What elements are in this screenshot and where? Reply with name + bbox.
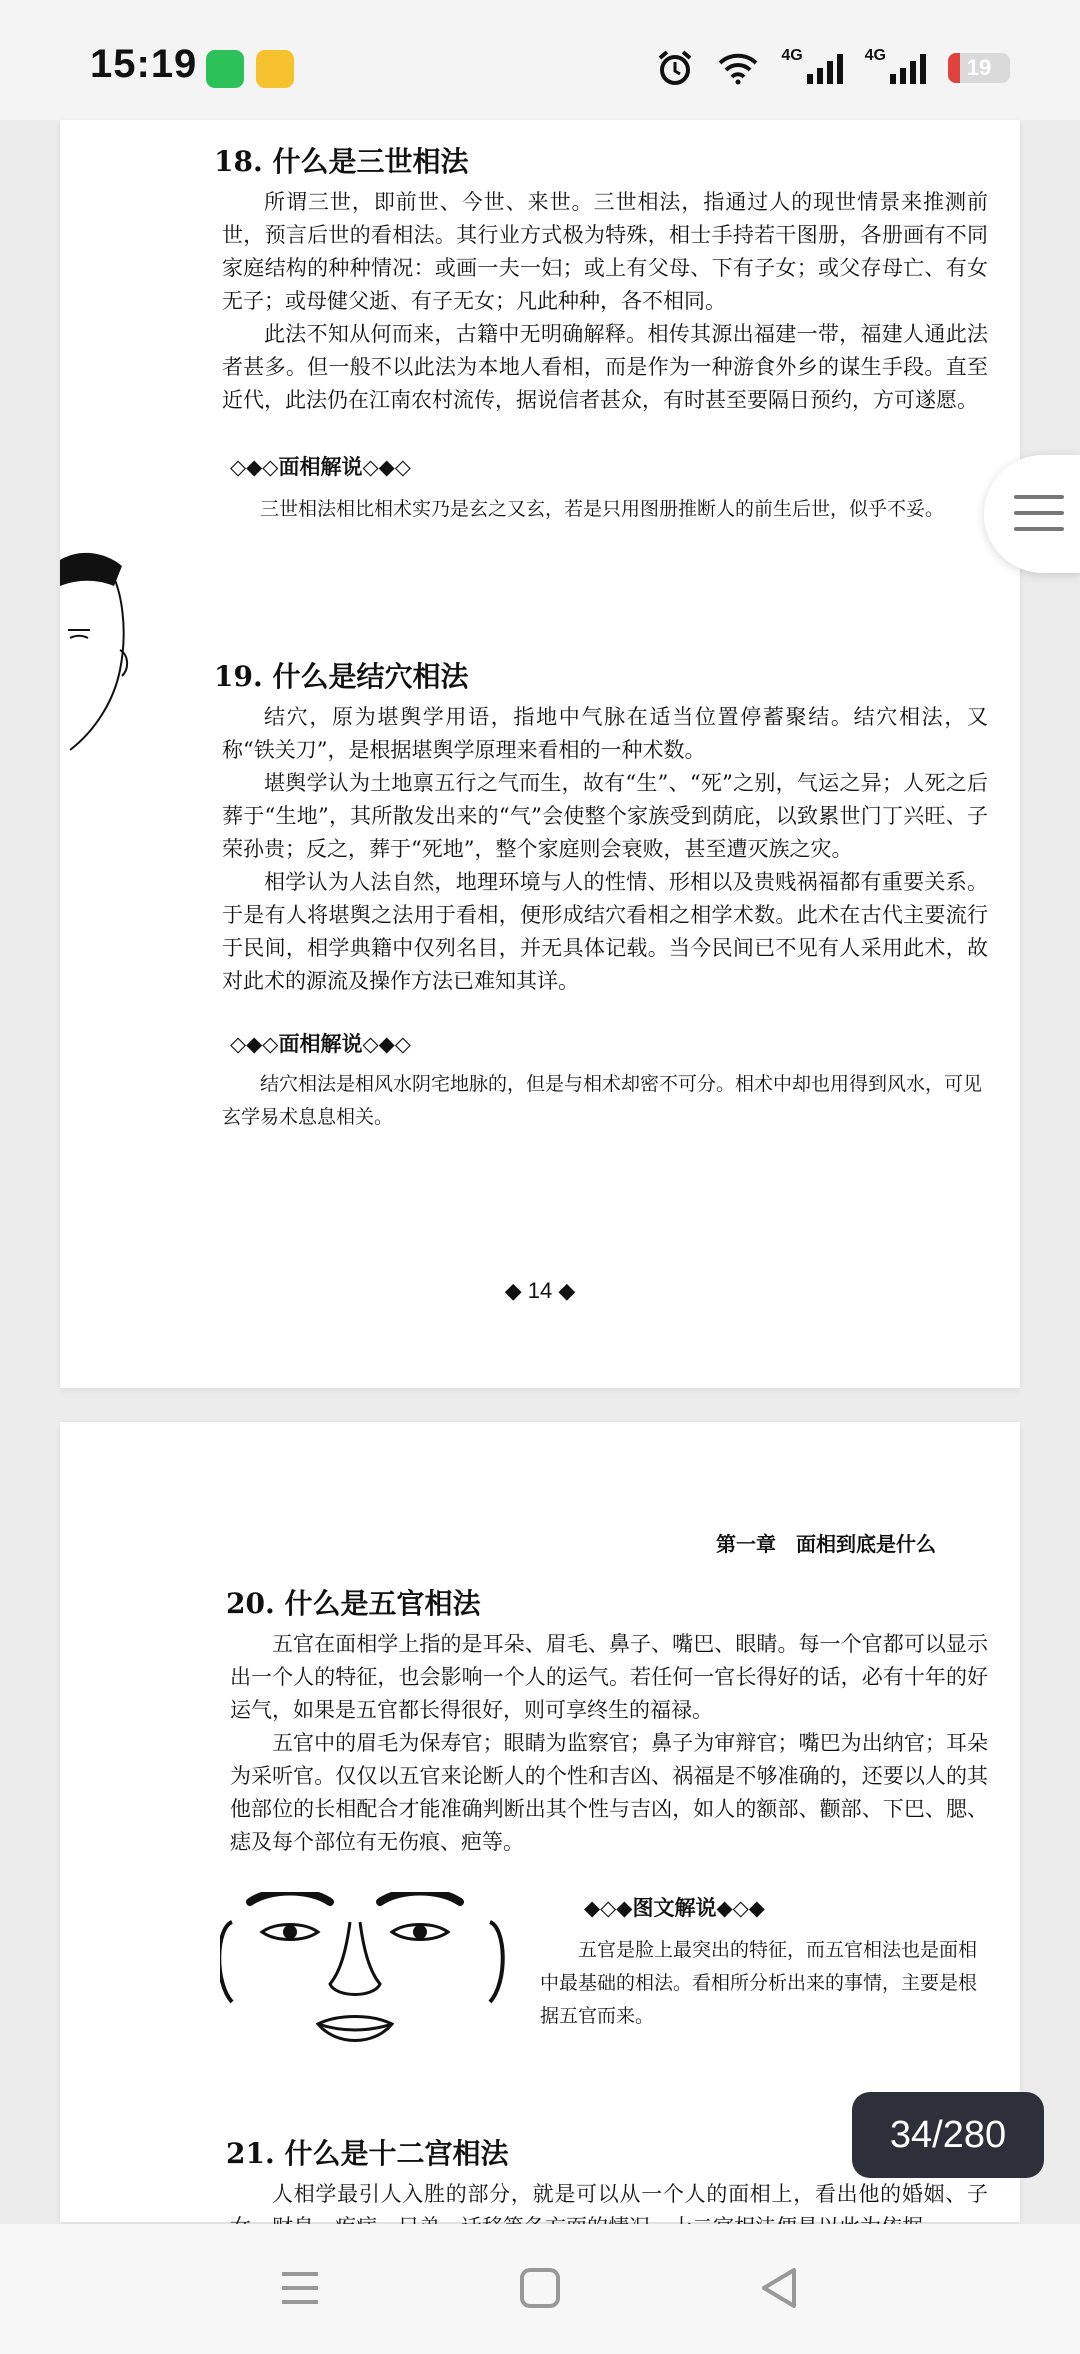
section-19-note-title: ◇◆◇面相解说◇◆◇ <box>230 1031 411 1056</box>
back-icon[interactable] <box>752 2260 808 2316</box>
section-21-title: 21. 什么是十二宫相法 <box>226 2137 509 2170</box>
section-18 <box>214 140 988 526</box>
book-page-14 <box>60 120 1020 1388</box>
network-type-1: 4G <box>781 47 803 64</box>
section-20-note: 五官是脸上最突出的特征，而五官相法也是面相中最基础的相法。看相所分析出来的事情，主要是根据五官而来。 <box>540 1939 978 2027</box>
page-counter: 34/280 <box>852 2092 1044 2178</box>
chapter-heading: 第一章 面相到底是什么 <box>716 1532 936 1556</box>
wifi-icon <box>717 51 759 85</box>
signal-strength-1-icon <box>807 52 843 84</box>
face-illustration <box>60 540 130 760</box>
status-bar <box>0 0 1080 120</box>
status-time: 15:19 <box>90 42 198 86</box>
system-navigation-bar <box>0 2224 1080 2354</box>
section-18-paragraph-2: 此法不知从何而来，古籍中无明确解释。相传其源出福建一带，福建人通此法者甚多。但一般不以此法为本地人看相，而是作为一种游食外乡的谋生手段。直至近代，此法仍在江南农村流传，据说信者甚众，有时甚至要隔日预约，方可遂愿。 <box>222 322 988 412</box>
alarm-icon <box>655 48 695 88</box>
section-19-paragraph-2: 堪舆学认为土地禀五行之气而生，故有“生”、“死”之别，气运之异；人死之后葬于“生地”，其所散发出来的“气”会使整个家族受到荫庇，以致累世门丁兴旺、子荣孙贵；反之，葬于“死地”，整个家庭则会衰败，甚至遭灭族之灾。 <box>222 771 988 861</box>
section-18-paragraph-1: 所谓三世，即前世、今世、来世。三世相法，指通过人的现世情景来推测前世，预言后世的看相法。其行业方式极为特殊，相士手持若干图册，各册画有不同家庭结构的种种情况：或画一夫一妇；或上有父母、下有子女；或父存母亡、有女无子；或母健父逝、有子无女；凡此种种，各不相同。 <box>222 190 988 313</box>
battery-icon <box>948 53 1010 83</box>
recent-apps-icon[interactable] <box>272 2260 328 2316</box>
section-19-paragraph-1: 结穴，原为堪舆学用语，指地中气脉在适当位置停蓄聚结。结穴相法，又称“铁关刀”，是根据堪舆学原理来看相的一种术数。 <box>222 705 988 762</box>
wechat-notification-icon <box>206 50 244 88</box>
section-19-paragraph-3: 相学认为人法自然，地理环境与人的性情、形相以及贵贱祸福都有重要关系。于是有人将堪舆之法用于看相，便形成结穴看相之相学术数。此术在古代主要流行于民间，相学典籍中仅列名目，并无具体记载。当今民间已不见有人采用此术，故对此术的源流及操作方法已难知其详。 <box>222 870 988 993</box>
section-20-title: 20. 什么是五官相法 <box>226 1587 481 1620</box>
section-18-note: 三世相法相比相术实乃是玄之又玄，若是只用图册推断人的前生后世，似乎不妥。 <box>260 498 945 520</box>
map-app-notification-icon <box>256 50 294 88</box>
battery-level: 19 <box>966 55 992 80</box>
section-19 <box>214 655 988 1134</box>
section-20-note-title: ◆◇◆图文解说◆◇◆ <box>584 1895 765 1920</box>
section-19-note: 结穴相法是相风水阴宅地脉的，但是与相术却密不可分。相术中却也用得到风水，可见玄学易术息息相关。 <box>222 1073 983 1128</box>
section-21-paragraph-1: 人相学最引人入胜的部分，就是可以从一个人的面相上，看出他的婚姻、子 <box>272 2182 988 2206</box>
section-19-title: 19. 什么是结穴相法 <box>214 660 469 693</box>
home-icon[interactable] <box>512 2260 568 2316</box>
section-18-note-title: ◇◆◇面相解说◇◆◇ <box>230 454 411 479</box>
five-features-face-illustration <box>220 1892 510 2072</box>
network-type-2: 4G <box>864 47 886 64</box>
signal-strength-2-icon <box>890 52 926 84</box>
section-18-title: 18. 什么是三世相法 <box>214 145 469 178</box>
section-20-paragraph-1: 五官在面相学上指的是耳朵、眉毛、鼻子、嘴巴、眼睛。每一个官都可以显示出一个人的特征，也会影响一个人的运气。若任何一官长得好的话，必有十年的好运气，如果是五官都长得很好，则可享终生的福禄。 <box>230 1632 988 1722</box>
section-20 <box>226 1582 988 1859</box>
page-number: ◆ 14 ◆ <box>504 1278 576 1303</box>
section-20-note-block <box>540 1892 990 2033</box>
section-20-paragraph-2: 五官中的眉毛为保寿官；眼睛为监察官；鼻子为审辩官；嘴巴为出纳官；耳朵为采听官。仅仅以五官来论断人的个性和吉凶、祸福是不够准确的，还要以人的其他部位的长相配合才能准确判断出其个性与吉凶，如人的额部、颧部、下巴、腮、痣及每个部位有无伤痕、疤等。 <box>230 1731 988 1854</box>
